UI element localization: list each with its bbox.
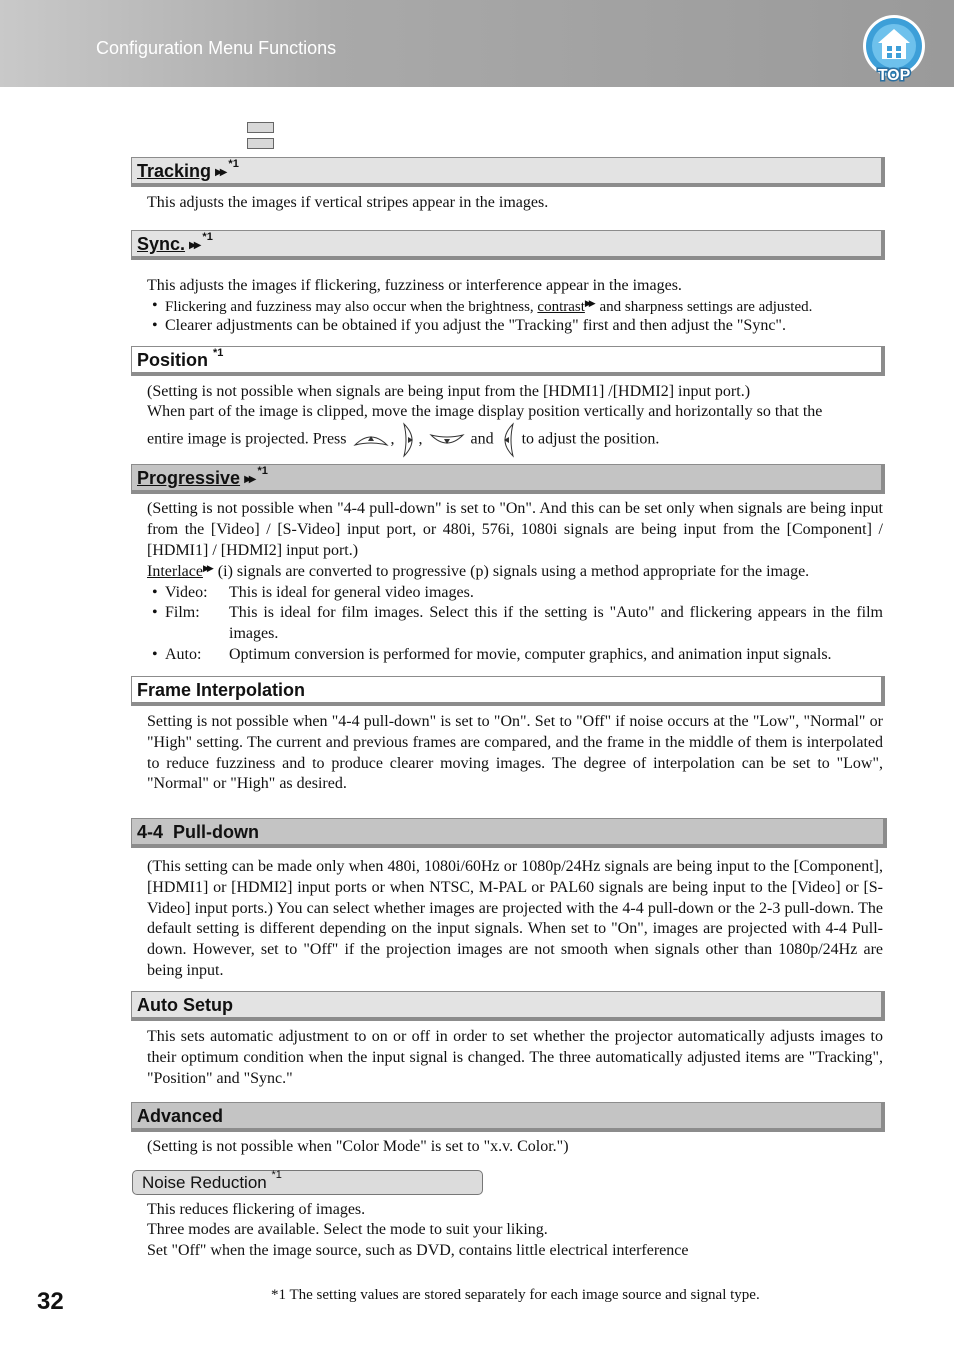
position-line-2: When part of the image is clipped, move the image display position vertically and horizontally so that the bbox=[147, 403, 823, 420]
contrast-link[interactable]: contrast bbox=[537, 299, 585, 315]
menu-indicator-box bbox=[247, 138, 274, 149]
position-line-1: (Setting is not possible when signals are being input from the [HDMI1] /[HDMI2] input port.) bbox=[147, 383, 751, 400]
tracking-title[interactable]: Tracking bbox=[137, 161, 212, 181]
progressive-intro: (Setting is not possible when "4-4 pull-down" is set to "On". And this can be set only when signals are being input from the [Video] / [S-Video] input port, or 480i, 576i, 1080i signals are being input from the [Component] / [HDMI1] / [HDMI2] input port.) bbox=[147, 500, 883, 559]
sync-title[interactable]: Sync. bbox=[137, 234, 186, 254]
pulldown-text: (This setting can be made only when 480i, 1080i/60Hz or 1080p/24Hz signals are being input to the [Component], [HDMI1] or [HDMI2] input ports or when NTSC, M-PAL or PAL60 signals are being input to the [Video] or [S-Video] input ports.) You can select whether images are projected with the 4-4 pull-down or the 2-3 pull-down. The default setting is different depending on the input signals. When set to "On", images are projected with 4-4 Pull-down. However, set to "Off" if the projection images are not smooth when signals other than 1080p/24Hz are being input. bbox=[147, 858, 883, 979]
bullet: • bbox=[152, 604, 158, 621]
sync-bullet-1-post: and sharpness settings are adjusted. bbox=[595, 299, 813, 315]
footnote-mark: *1 bbox=[271, 1169, 282, 1182]
house-icon bbox=[860, 13, 928, 83]
progressive-title[interactable]: Progressive bbox=[137, 468, 241, 488]
interlace-link[interactable]: Interlace bbox=[147, 563, 203, 580]
tracking-text: This adjusts the images if vertical stripes appear in the images. bbox=[147, 194, 549, 211]
sync-bullet-1-pre: Flickering and fuzziness may also occur when the brightness, bbox=[165, 299, 538, 315]
progressive-interlace bbox=[147, 562, 883, 584]
position-line-3-post: to adjust the position. bbox=[521, 430, 660, 448]
double-arrow-icon: ▶▶ bbox=[189, 240, 199, 251]
menu-indicator-box bbox=[247, 122, 274, 133]
noise-reduction-title: Noise Reduction bbox=[142, 1173, 267, 1192]
section-heading-pulldown bbox=[131, 818, 887, 848]
footnote-mark: *1 bbox=[257, 465, 268, 477]
noise-reduction-line-2: Three modes are available. Select the mode to suit your liking. bbox=[147, 1221, 548, 1238]
footnote-mark: *1 bbox=[228, 158, 239, 170]
section-heading-tracking bbox=[131, 157, 885, 187]
position-line-3-pre: entire image is projected. Press bbox=[147, 430, 347, 448]
subheading-noise-reduction bbox=[132, 1170, 483, 1195]
section-heading-progressive bbox=[131, 464, 885, 494]
footnote: *1 The setting values are stored separately for each image source and signal type. bbox=[271, 1287, 760, 1303]
page-header bbox=[0, 0, 954, 87]
frame-interpolation-title: Frame Interpolation bbox=[137, 680, 306, 700]
section-heading-auto-setup bbox=[131, 991, 885, 1021]
interlace-text: (i) signals are converted to progressive (p) signals using a method appropriate for the image. bbox=[213, 563, 810, 580]
advanced-title: Advanced bbox=[137, 1106, 224, 1126]
separator: , bbox=[418, 430, 423, 448]
auto-setup-title: Auto Setup bbox=[137, 995, 233, 1015]
sync-bullet-2: Clearer adjustments can be obtained if you adjust the "Tracking" first and then adjust the "Sync". bbox=[165, 317, 786, 334]
header-title: Configuration Menu Functions bbox=[96, 38, 337, 58]
page-number: 32 bbox=[37, 1288, 64, 1315]
double-arrow-icon: ▶▶ bbox=[202, 563, 211, 573]
section-heading-position bbox=[131, 346, 885, 376]
auto-setup-text: This sets automatic adjustment to on or off in order to set whether the projector automatically adjusts images to their optimum condition when the input signal is changed. The three automatically adjusted items are "Tracking", "Position" and "Sync." bbox=[147, 1028, 883, 1087]
down-button-icon bbox=[429, 432, 465, 448]
frame-interpolation-text: Setting is not possible when "4-4 pull-down" is set to "On". Set to "Off" if noise occurs at the "Low", "Normal" or "High" setting. The current and previous frames are compared, and the frame in the middle of them is interpolated to reduce fuzziness and to produce clearer moving images. The degree of interpolation can be set to "Low", "Normal" or "High" as desired. bbox=[147, 713, 883, 793]
mode-text: Optimum conversion is performed for movie, computer graphics, and animation input signals. bbox=[229, 646, 832, 663]
separator: , bbox=[390, 430, 395, 448]
section-heading-sync bbox=[131, 230, 885, 260]
advanced-text: (Setting is not possible when "Color Mode" is set to "x.v. Color.") bbox=[147, 1138, 569, 1155]
footnote-mark: *1 bbox=[202, 231, 213, 243]
bullet: • bbox=[152, 646, 158, 663]
section-heading-advanced bbox=[131, 1102, 885, 1132]
sync-text: This adjusts the images if flickering, fuzziness or interference appear in the images. bbox=[147, 277, 682, 294]
bullet: • bbox=[152, 317, 158, 334]
left-button-icon bbox=[500, 422, 516, 458]
position-title: Position bbox=[137, 350, 208, 370]
up-button-icon bbox=[353, 432, 389, 448]
mode-text: This is ideal for general video images. bbox=[229, 584, 474, 601]
bullet: • bbox=[152, 584, 158, 601]
position-line-3 bbox=[147, 422, 883, 458]
mode-label: Video: bbox=[165, 584, 208, 601]
right-button-icon bbox=[401, 422, 417, 458]
double-arrow-icon: ▶▶ bbox=[215, 167, 225, 178]
footnote-mark: *1 bbox=[213, 347, 224, 359]
position-and: and bbox=[470, 430, 494, 448]
double-arrow-icon: ▶▶ bbox=[244, 474, 254, 485]
mode-label: Film: bbox=[165, 604, 200, 621]
mode-label: Auto: bbox=[165, 646, 202, 663]
pulldown-title: 4-4 Pull-down bbox=[137, 822, 260, 842]
top-button-label: TOP bbox=[877, 67, 911, 83]
noise-reduction-line-1: This reduces flickering of images. bbox=[147, 1201, 366, 1218]
bullet: • bbox=[152, 297, 158, 314]
mode-text: This is ideal for film images. Select this if the setting is "Auto" and flickering appears in the film images. bbox=[229, 604, 883, 642]
noise-reduction-line-3: Set "Off" when the image source, such as DVD, contains little electrical interference bbox=[147, 1242, 689, 1259]
section-heading-frame-interpolation bbox=[131, 676, 885, 706]
double-arrow-icon: ▶▶ bbox=[584, 298, 593, 308]
top-button[interactable] bbox=[860, 13, 928, 83]
